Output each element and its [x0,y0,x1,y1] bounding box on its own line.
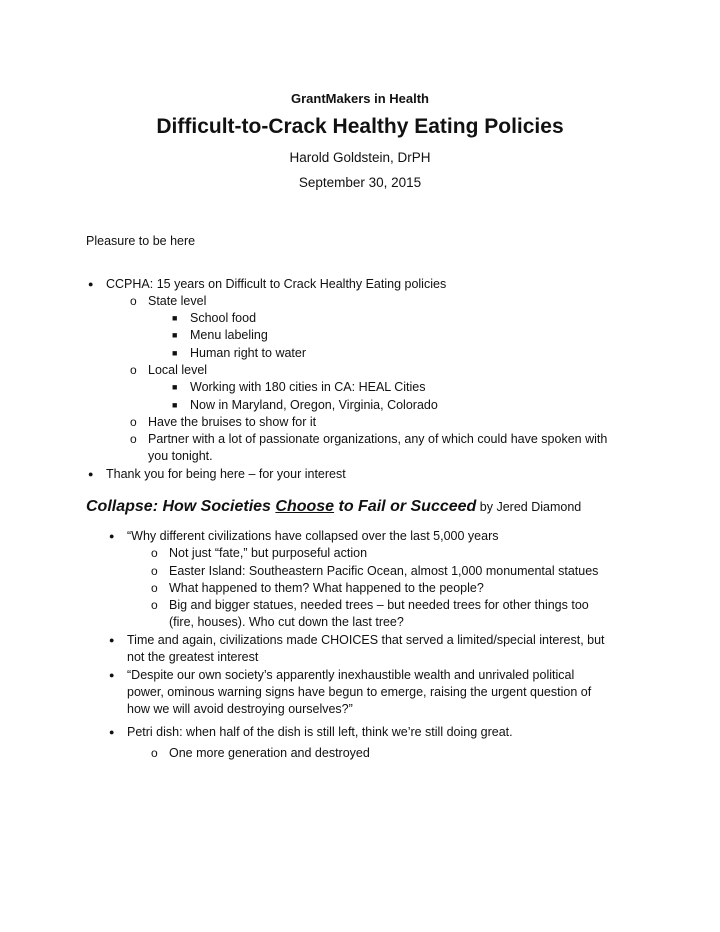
bullet-marker: ● [109,727,115,737]
bullet-marker: ● [88,279,94,289]
square-marker: ■ [172,313,178,323]
list-item: School food [190,311,257,325]
list-item-continuation: how we will avoid destroying ourselves?” [127,702,353,716]
bullet-marker: ● [88,469,94,479]
square-marker: ■ [172,382,178,392]
list-item: Not just “fate,” but purposeful action [169,546,368,560]
bullet-marker: ● [109,635,115,645]
list-item: Time and again, civilizations made CHOICES that served a limited/special interest, but [127,633,605,647]
list-item-continuation: not the greatest interest [127,650,259,664]
list-item: Big and bigger statues, needed trees – but needed trees for other things too [169,598,589,612]
circle-marker: o [130,432,137,446]
circle-marker: o [151,746,158,760]
list-item: Working with 180 cities in CA: HEAL Cities [190,380,426,394]
bullet-marker: ● [109,531,115,541]
list-item: What happened to them? What happened to the people? [169,581,484,595]
square-marker: ■ [172,400,178,410]
heading-emphasis: Choose [275,498,335,515]
list-item: Local level [148,363,208,377]
list-item: CCPHA: 15 years on Difficult to Crack Healthy Eating policies [106,277,447,291]
list-item: Menu labeling [190,328,268,342]
heading-part: to Fail or Succeed [334,498,477,515]
document-title: Difficult-to-Crack Healthy Eating Policies [156,115,564,138]
section-heading [86,498,581,516]
circle-marker: o [130,294,137,308]
bullet-marker: ● [109,670,115,680]
list-item: Thank you for being here – for your interest [106,467,346,481]
circle-marker: o [151,581,158,595]
circle-marker: o [130,415,137,429]
circle-marker: o [151,564,158,578]
list-item: Human right to water [190,346,307,360]
list-item: State level [148,294,207,308]
circle-marker: o [151,546,158,560]
list-item: Have the bruises to show for it [148,415,317,429]
list-item: “Despite our own society’s apparently inexhaustible wealth and unrivaled political [127,668,575,682]
author-name: Harold Goldstein, DrPH [289,150,431,165]
circle-marker: o [151,598,158,612]
list-item-continuation: power, ominous warning signs have begun to emerge, raising the urgent question of [127,685,592,699]
square-marker: ■ [172,330,178,340]
list-item: “Why different civilizations have collapsed over the last 5,000 years [127,529,499,543]
list-item: Now in Maryland, Oregon, Virginia, Colorado [190,398,438,412]
list-item-continuation: you tonight. [148,449,213,463]
list-item: Partner with a lot of passionate organizations, any of which could have spoken with [148,432,608,446]
list-item: Easter Island: Southeastern Pacific Ocean, almost 1,000 monumental statues [169,564,599,578]
circle-marker: o [130,363,137,377]
heading-part: Collapse: How Societies [86,498,276,515]
list-item: One more generation and destroyed [169,746,370,760]
heading-byline: by Jered Diamond [476,500,582,514]
square-marker: ■ [172,348,178,358]
list-item: Petri dish: when half of the dish is still left, think we’re still doing great. [127,725,513,739]
intro-line: Pleasure to be here [86,234,196,248]
document-date: September 30, 2015 [298,175,422,190]
list-item-continuation: (fire, houses). Who cut down the last tree? [169,615,404,629]
organization-name: GrantMakers in Health [291,91,429,106]
